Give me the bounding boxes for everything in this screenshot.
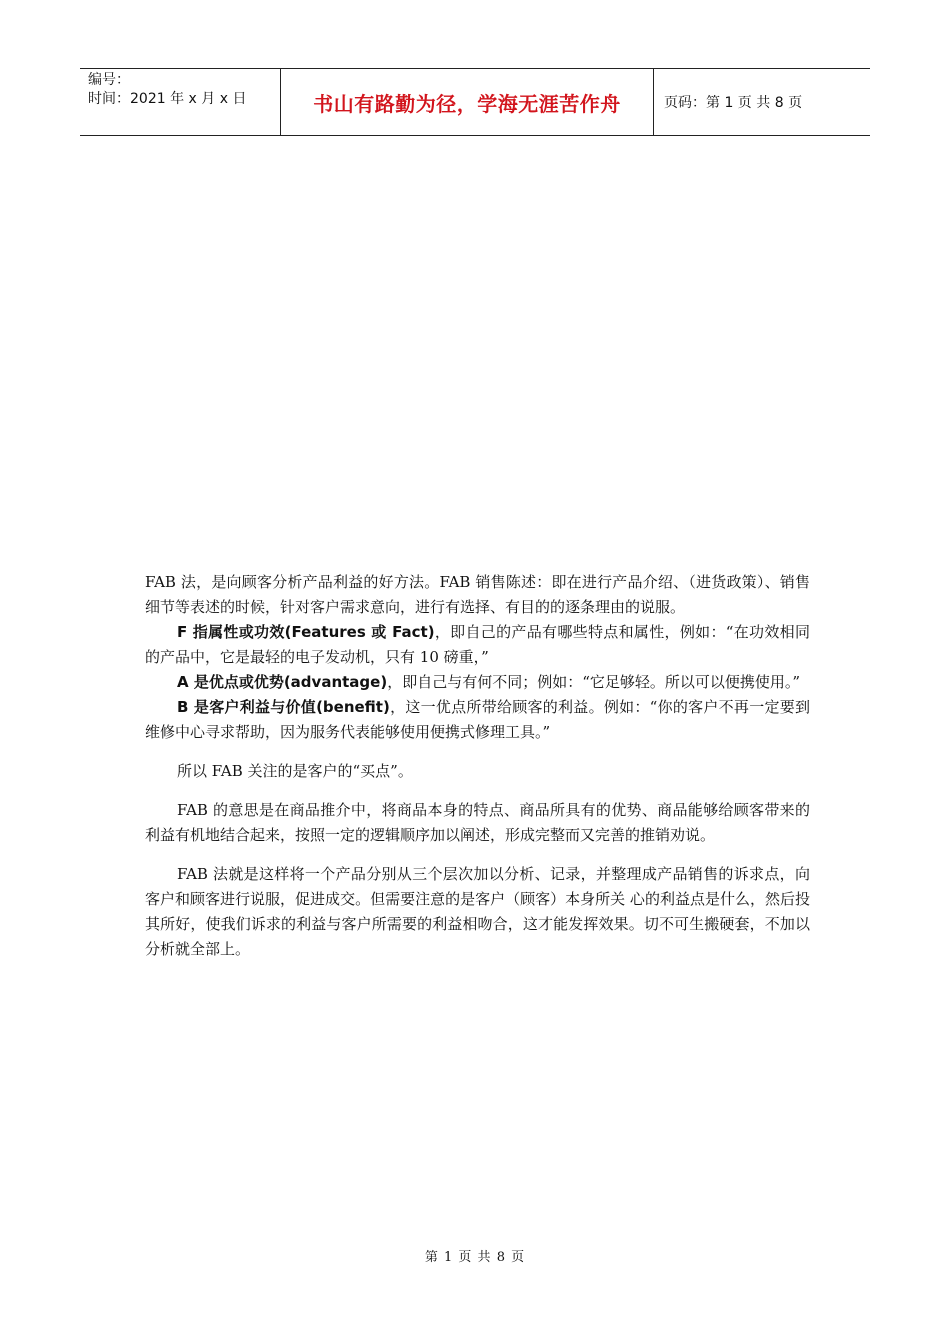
document-number-label: 编号： <box>88 72 130 88</box>
page-header <box>80 68 870 136</box>
advantage-term: A 是优点或优势(advantage) <box>177 673 388 691</box>
buy-point-paragraph: 所以 FAB 关注的是客户的“买点”。 <box>177 762 413 780</box>
header-motto: 书山有路勤为径，学海无涯苦作舟 <box>313 91 621 116</box>
document-body <box>145 570 810 962</box>
document-date: 时间：2021 年 x 月 x 日 <box>88 91 247 107</box>
feature-text: ，即自己的产品有哪些特点和属性，例如：“在功效相同的产品中，它是最轻的电子发动机，只有 10 磅重，” <box>145 623 810 666</box>
advantage-text: ，即自己与有何不同；例如：“它足够轻。所以可以便携使用。” <box>387 673 801 691</box>
fab-method-paragraph: FAB 法就是这样将一个产品分别从三个层次加以分析、记录，并整理成产品销售的诉求点，向客户和顾客进行说服，促进成交。但需要注意的是客户（顾客）本身所关 心的利益点是什么，然后投其所好，使我们诉求的利益与客户所需要的利益相吻合，这才能发挥效果。切不可生搬硬套，不加以分析就全部上。 <box>145 865 810 958</box>
benefit-text: ，这一优点所带给顾客的利益。例如：“你的客户不再一定要到维修中心寻求帮助，因为服务代表能够使用便携式修理工具。” <box>145 698 810 741</box>
intro-paragraph: FAB 法，是向顾客分析产品利益的好方法。FAB 销售陈述：即在进行产品介绍、（进货政策）、销售细节等表述的时候，针对客户需求意向，进行有选择、有目的的逐条理由的说服。 <box>145 573 810 616</box>
feature-term: F 指属性或功效(Features 或 Fact) <box>177 623 435 641</box>
benefit-term: B 是客户利益与价值(benefit) <box>177 698 390 716</box>
page-footer: 第 1 页 共 8 页 <box>424 1250 526 1265</box>
header-motto-cell <box>281 69 654 135</box>
header-page-info: 页码：第 1 页 共 8 页 <box>664 95 803 111</box>
fab-meaning-paragraph: FAB 的意思是在商品推介中，将商品本身的特点、商品所具有的优势、商品能够给顾客带来的利益有机地结合起来，按照一定的逻辑顺序加以阐述，形成完整而又完善的推销劝说。 <box>145 801 810 844</box>
benefit-paragraph <box>145 695 810 745</box>
header-left-cell <box>80 69 281 135</box>
header-page-cell <box>654 69 870 135</box>
feature-paragraph <box>145 620 810 670</box>
advantage-paragraph <box>145 670 810 695</box>
